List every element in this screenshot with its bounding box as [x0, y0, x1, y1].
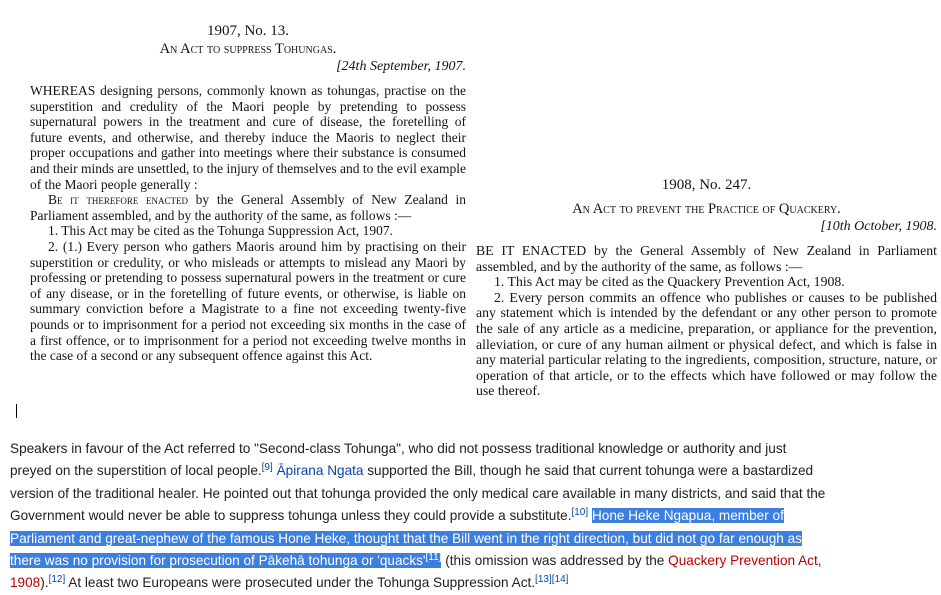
text-span: Government would never be able to suppress tohunga unless they could provide a substitute. [10, 508, 572, 524]
selected-text: Hone Heke Ngapua, member of [591, 508, 784, 524]
text-line [10, 553, 822, 568]
text-span: (this omission was addressed by the [441, 553, 669, 569]
text-span: ). [40, 575, 49, 591]
selected-text: Parliament and great-nephew of the famous Hone Heke, thought that the Bill went in the right direction, but did not go far enough as [10, 530, 802, 546]
link-quackery-prevention-act[interactable]: Quackery Prevention Act, [668, 553, 822, 569]
enacting-clause [30, 192, 466, 223]
text-line [10, 463, 813, 478]
act-title: An Act to prevent the Practice of Quackery. [572, 201, 841, 217]
link-quackery-year[interactable]: 1908 [10, 575, 41, 591]
act-number: 1907, No. 13. [206, 23, 290, 39]
enacting-clause: BE IT ENACTED by the General Assembly of New Zealand in Parliament assembled, and by the authority of the same, as follows :— [476, 243, 937, 274]
text-line: Speakers in favour of the Act referred to "Second-class Tohunga", who did not possess traditional knowledge or authority and just [10, 441, 787, 456]
act-date: [10th October, 1908. [820, 219, 937, 234]
text-line [10, 508, 784, 523]
section-1: 1. This Act may be cited as the Quackery Prevention Act, 1908. [494, 274, 845, 290]
enacting-rest: by the General Assembly of New Zealand in Parliament assembled, and by the authority of the same, as follows :— [30, 192, 466, 223]
text-span: At least two Europeans were prosecuted under the Tohunga Suppression Act. [65, 575, 536, 591]
citation-10[interactable]: [10] [571, 507, 589, 519]
citation-11[interactable]: [11] [425, 552, 442, 564]
act-title: An Act to suppress Tohungas. [159, 41, 337, 57]
section-2: 2. (1.) Every person who gathers Maoris around him by practising on their superstition or credulity, or who misleads or attempts to mislead any Maori by professing or pretending to possess supernatural powers in the treatment or cure of any disease, or in the foretelling of future events, or otherwise, is liable on summary conviction before a Magistrate to a fine not exceeding twenty-five pounds or to imprisonment for a period not exceeding six months in the case of a first offence, or to imprisonment for a period not exceeding twelve months in the case of a second or any subsequent offence against this Act. [30, 238, 466, 364]
text-line: version of the traditional healer. He pointed out that tohunga provided the only medical care available in many districts, and said that the [10, 485, 826, 501]
text-span: preyed on the superstition of local people. [10, 463, 262, 479]
section-2: 2. Every person commits an offence who publishes or causes to be published any statement which is intended by the defendant or any other person to promote the sale of any article as a medicine, preparation, or appliance for the prevention, alleviation, or cure of any human ailment or physical defect, and which is false in any material particular relating to the ingredients, composition, structure, nature, or operation of that article, or to the effects which have followed or may follow the use thereof. [476, 289, 937, 399]
act-date: [24th September, 1907. [336, 59, 466, 74]
article-paragraph [10, 438, 930, 595]
link-apirana-ngata[interactable]: Āpirana Ngata [276, 463, 364, 479]
enacting-lead: Be it therefore enacted [48, 192, 188, 208]
tohunga-suppression-act-1907 [30, 22, 466, 364]
text-span: there was no provision for prosecution of Pākehā tohunga or 'quacks' [10, 553, 426, 569]
selected-text [10, 553, 441, 568]
section-1: 1. This Act may be cited as the Tohunga Suppression Act, 1907. [48, 223, 394, 239]
act-preamble: WHEREAS designing persons, commonly known as tohungas, practise on the superstition and credulity of the Maori people by pretending to possess supernatural powers in the treatment and cure of disease, the foretelling of future events, and otherwise, and thereby induce the Maoris to neglect their proper occupations and gather into meetings where their substance is consumed and their minds are unsettled, to the injury of themselves and to the evil example of the Maori people generally : [30, 83, 467, 192]
text-span: supported the Bill, though he said that current tohunga were a bastardized [363, 463, 814, 479]
citation-12[interactable]: [12] [48, 574, 66, 586]
citation-14[interactable]: [14] [551, 574, 569, 586]
text-cursor [16, 404, 17, 418]
citation-9[interactable]: [9] [261, 462, 273, 474]
act-number: 1908, No. 247. [661, 177, 752, 193]
quackery-prevention-act-1908 [476, 176, 937, 399]
text-line [10, 575, 568, 590]
citation-13[interactable]: [13] [535, 574, 552, 586]
